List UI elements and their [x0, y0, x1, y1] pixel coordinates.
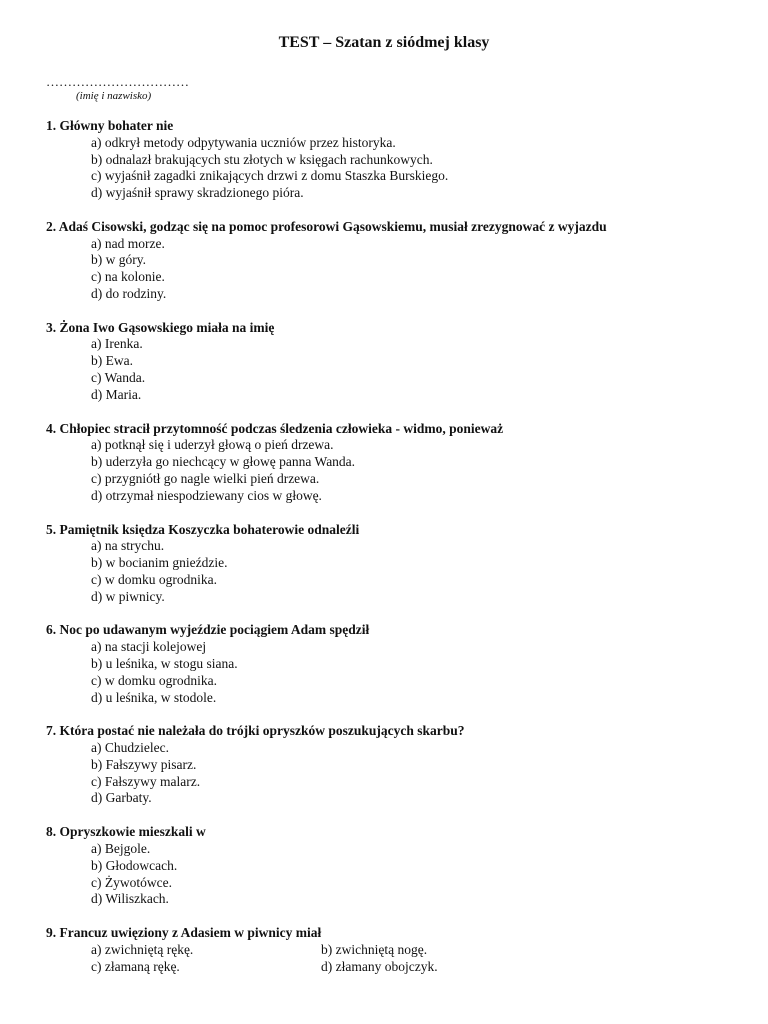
- question-text: 3. Żona Iwo Gąsowskiego miała na imię: [46, 319, 275, 335]
- answer-list: [46, 437, 746, 504]
- answer-b: b) Fałszywy pisarz.: [91, 756, 197, 772]
- answer-c: c) Żywotówce.: [91, 874, 172, 890]
- answer-list: [46, 135, 746, 202]
- answer-d: d) otrzymał niespodziewany cios w głowę.: [91, 487, 322, 503]
- question-text: 8. Opryszkowie mieszkali w: [46, 824, 206, 840]
- answer-a: a) na stacji kolejowej: [91, 639, 207, 655]
- answer-b: b) uderzyła go niechcący w głowę panna Wanda.: [91, 454, 356, 470]
- answer-list: [46, 236, 746, 303]
- answer-b: b) Ewa.: [91, 353, 133, 369]
- question-text: 7. Która postać nie należała do trójki opryszków poszukujących skarbu?: [46, 723, 465, 739]
- answer-a: a) Irenka.: [91, 336, 143, 352]
- answer-list: [46, 942, 746, 976]
- question-9: [46, 925, 746, 975]
- answer-c: c) złamaną rękę.: [91, 958, 180, 974]
- answer-b: b) w góry.: [91, 252, 146, 268]
- answer-a: a) nad morze.: [91, 235, 165, 251]
- question-list: [46, 118, 746, 992]
- answer-a: a) Chudzielec.: [91, 740, 169, 756]
- question-5: [46, 522, 746, 606]
- answer-c: c) wyjaśnił zagadki znikających drzwi z domu Staszka Burskiego.: [91, 168, 449, 184]
- answer-d: d) Wiliszkach.: [91, 891, 169, 907]
- question-text: 4. Chłopiec stracił przytomność podczas śledzenia człowieka - widmo, ponieważ: [46, 420, 504, 436]
- question-text: 1. Główny bohater nie: [46, 118, 174, 133]
- answer-list: [46, 740, 746, 807]
- answer-a: a) na strychu.: [91, 538, 165, 554]
- answer-c: c) w domku ogrodnika.: [91, 571, 217, 587]
- answer-c: c) przygniótł go nagle wielki pień drzewa.: [91, 470, 320, 486]
- question-2: [46, 219, 746, 303]
- question-text: 6. Noc po udawanym wyjeździe pociągiem Adam spędził: [46, 622, 370, 638]
- answer-b: b) odnalazł brakujących stu złotych w księgach rachunkowych.: [91, 151, 433, 167]
- answer-a: a) Bejgole.: [91, 840, 151, 856]
- question-3: [46, 320, 746, 404]
- question-text: 5. Pamiętnik księdza Koszyczka bohaterowie odnaleźli: [46, 521, 360, 537]
- page-title: TEST – Szatan z siódmej klasy: [278, 34, 490, 51]
- answer-d: d) Garbaty.: [91, 790, 152, 806]
- question-text: 9. Francuz uwięziony z Adasiem w piwnicy miał: [46, 925, 322, 941]
- answer-b: b) Głodowcach.: [91, 857, 178, 873]
- answer-c: c) Fałszywy malarz.: [91, 773, 201, 789]
- answer-list: [46, 538, 746, 605]
- answer-list: [46, 639, 746, 706]
- answer-c: c) na kolonie.: [91, 269, 165, 285]
- answer-b: b) w bocianim gnieździe.: [91, 555, 228, 571]
- question-6: [46, 622, 746, 706]
- question-1: [46, 118, 746, 202]
- answer-d: d) złamany obojczyk.: [321, 958, 438, 974]
- answer-c: c) Wanda.: [91, 370, 146, 386]
- name-dotted-line: ……………………………: [46, 74, 189, 89]
- answer-d: d) Maria.: [91, 386, 142, 402]
- answer-d: d) w piwnicy.: [91, 588, 165, 604]
- question-4: [46, 421, 746, 505]
- answer-a: a) zwichniętą rękę.: [91, 941, 194, 957]
- answer-d: d) do rodziny.: [91, 285, 167, 301]
- answer-d: d) u leśnika, w stodole.: [91, 689, 217, 705]
- name-caption: (imię i nazwisko): [76, 90, 152, 102]
- question-8: [46, 824, 746, 908]
- question-7: [46, 723, 746, 807]
- answer-b: b) zwichniętą nogę.: [321, 941, 428, 957]
- answer-c: c) w domku ogrodnika.: [91, 672, 217, 688]
- question-text: 2. Adaś Cisowski, godząc się na pomoc profesorowi Gąsowskiemu, musiał zrezygnować z wyjazdu: [46, 218, 607, 234]
- answer-a: a) potknął się i uderzył głową o pień drzewa.: [91, 437, 334, 453]
- answer-list: [46, 841, 746, 908]
- answer-d: d) wyjaśnił sprawy skradzionego pióra.: [91, 185, 304, 201]
- answer-list: [46, 336, 746, 403]
- answer-b: b) u leśnika, w stogu siana.: [91, 655, 238, 671]
- answer-a: a) odkrył metody odpytywania uczniów przez historyka.: [91, 134, 396, 150]
